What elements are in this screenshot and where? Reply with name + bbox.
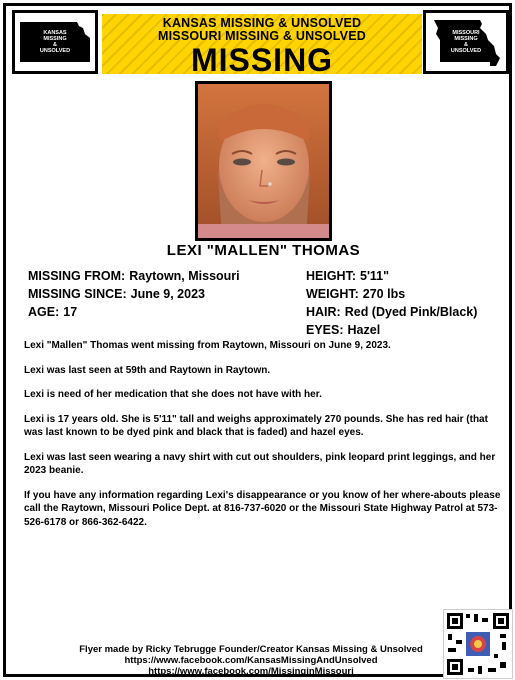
detail-missing-since bbox=[28, 285, 240, 303]
banner-line-missouri: MISSOURI MISSING & UNSOLVED bbox=[158, 29, 366, 43]
flyer-credit: Flyer made by Ricky Tebrugge Founder/Creator Kansas Missing & Unsolved bbox=[79, 644, 423, 655]
banner-line-kansas: KANSAS MISSING & UNSOLVED bbox=[162, 16, 362, 30]
paragraph-clothing: Lexi was last seen wearing a navy shirt with cut out shoulders, pink leopard print leggings, and her 2023 beanie. bbox=[24, 451, 496, 476]
detail-value: Raytown, Missouri bbox=[129, 269, 240, 283]
kansas-map-logo bbox=[12, 10, 98, 74]
kansas-facebook-link[interactable]: https://www.facebook.com/KansasMissingAndUnsolved bbox=[124, 655, 378, 666]
flyer-header bbox=[10, 10, 511, 76]
detail-value: June 9, 2023 bbox=[130, 287, 205, 301]
paragraph-medication: Lexi is need of her medication that she does not have with her. bbox=[24, 389, 322, 400]
detail-value: Hazel bbox=[347, 323, 381, 337]
detail-label: HAIR: bbox=[306, 305, 341, 319]
paragraph-missing-summary: Lexi "Mallen" Thomas went missing from Raytown, Missouri on June 9, 2023. bbox=[24, 340, 391, 351]
detail-hair bbox=[306, 303, 477, 321]
detail-eyes bbox=[306, 321, 477, 339]
person-name: LEXI "MALLEN" THOMAS bbox=[166, 242, 361, 259]
detail-age bbox=[28, 303, 240, 321]
missouri-facebook-link[interactable]: https://www.facebook.com/MissinginMissouri bbox=[148, 666, 354, 677]
qr-code[interactable] bbox=[443, 609, 513, 679]
detail-label: HEIGHT: bbox=[306, 269, 356, 283]
missing-banner bbox=[102, 14, 422, 78]
detail-height bbox=[306, 267, 477, 285]
missouri-map-label: MISSOURI MISSING & UNSOLVED bbox=[450, 30, 482, 54]
qr-code-icon bbox=[444, 610, 512, 678]
paragraph-contact-info: If you have any information regarding Lexi's disappearance or you know of her where-abouts please call the Raytown, Missouri Police Dept. at 816-737-6020 or the Missouri State Highway Patrol at 573-526-6178 or 866-362-6422. bbox=[24, 489, 501, 528]
person-portrait-image bbox=[198, 84, 329, 238]
kansas-map-label: KANSAS MISSING & UNSOLVED bbox=[39, 30, 71, 54]
detail-value: 270 lbs bbox=[362, 287, 406, 301]
flyer-footer bbox=[66, 644, 436, 677]
detail-missing-from bbox=[28, 267, 240, 285]
details-left-column bbox=[28, 267, 240, 321]
paragraph-description: Lexi is 17 years old. She is 5'11" tall and weighs approximately 270 pounds. She has red hair (that was last known to be dyed pink and black that is faded) and hazel eyes. bbox=[24, 413, 488, 438]
detail-value: 5'11" bbox=[360, 269, 390, 283]
case-description bbox=[24, 339, 502, 540]
detail-weight bbox=[306, 285, 477, 303]
missing-person-photo bbox=[195, 81, 332, 241]
details-right-column bbox=[306, 267, 477, 339]
detail-label: WEIGHT: bbox=[306, 287, 359, 301]
paragraph-last-seen-location: Lexi was last seen at 59th and Raytown in Raytown. bbox=[24, 364, 271, 376]
detail-label: MISSING FROM: bbox=[28, 269, 126, 283]
missouri-map-logo bbox=[423, 10, 509, 74]
banner-title: MISSING bbox=[190, 42, 334, 78]
detail-label: MISSING SINCE: bbox=[28, 287, 127, 301]
flyer-frame bbox=[3, 3, 512, 677]
detail-label: EYES: bbox=[306, 323, 344, 337]
detail-label: AGE: bbox=[28, 305, 60, 319]
detail-value: 17 bbox=[63, 305, 78, 319]
detail-value: Red (Dyed Pink/Black) bbox=[344, 305, 478, 319]
